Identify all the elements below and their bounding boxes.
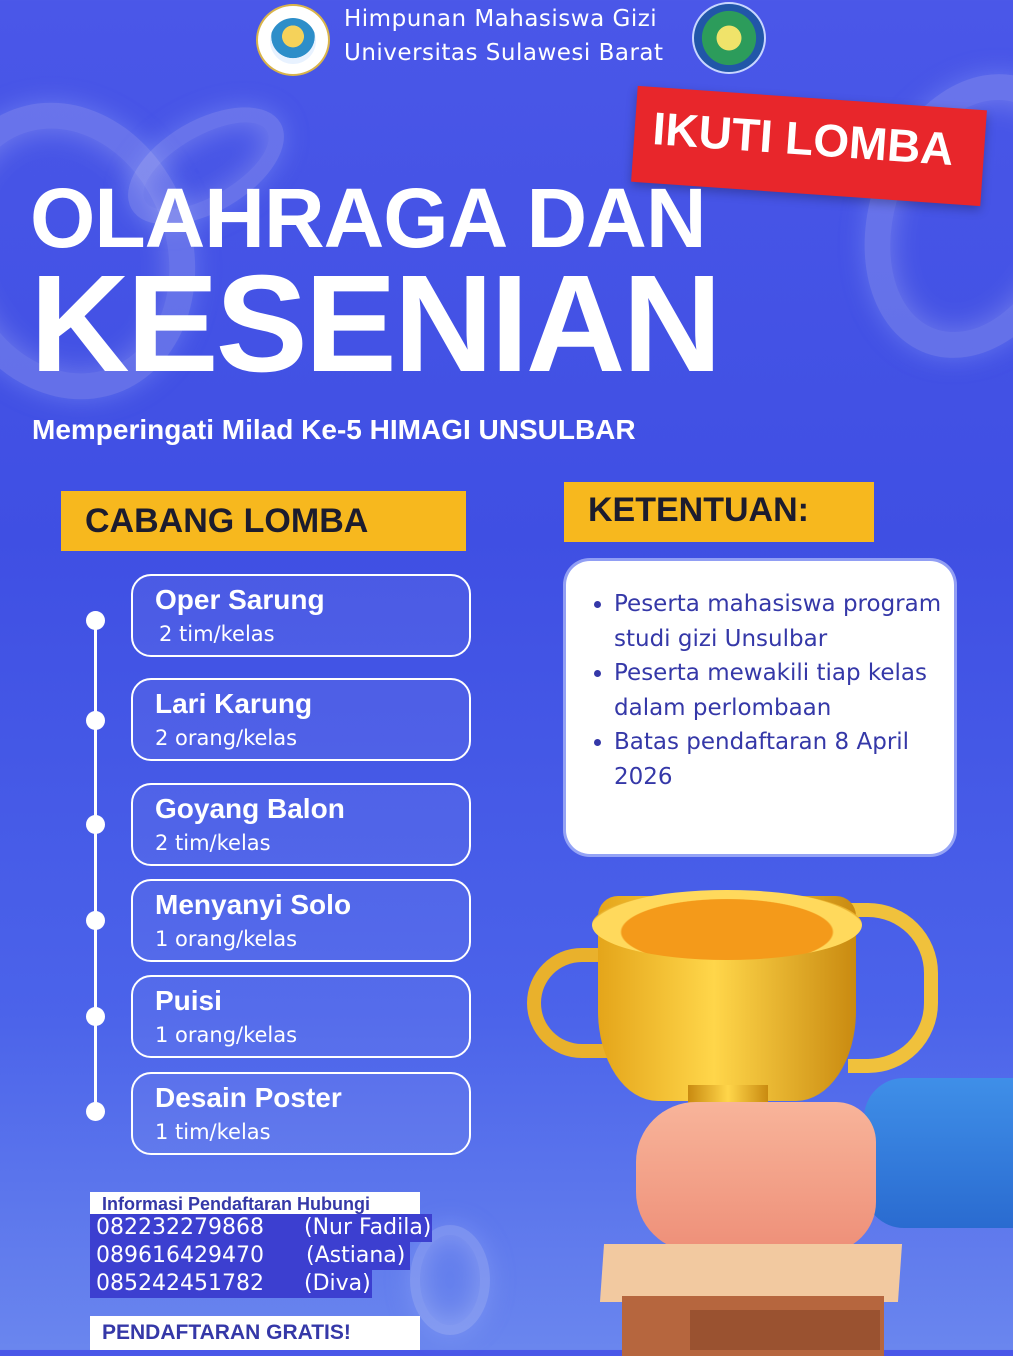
competition-quota: 1 orang/kelas xyxy=(155,1023,298,1047)
competition-name: Oper Sarung xyxy=(155,584,325,615)
timeline-dot xyxy=(86,1007,105,1026)
competition-quota: 1 orang/kelas xyxy=(155,927,298,951)
sleeve-shape xyxy=(864,1078,1013,1228)
contact-number: 085242451782 xyxy=(96,1271,264,1296)
competition-item xyxy=(131,574,471,657)
competition-item xyxy=(131,975,471,1058)
org-name-line1: Himpunan Mahasiswa Gizi xyxy=(344,6,658,32)
contact-number: 089616429470 xyxy=(96,1243,264,1268)
rule-item: Batas pendaftaran 8 April 2026 xyxy=(590,725,950,794)
competition-quota: 1 tim/kelas xyxy=(155,1120,271,1144)
timeline-dot xyxy=(86,815,105,834)
rules-card xyxy=(566,561,954,854)
rule-item: Peserta mahasiswa program studi gizi Unsulbar xyxy=(590,587,950,656)
competition-item xyxy=(131,783,471,866)
trophy-handle xyxy=(848,903,938,1073)
competition-name: Menyanyi Solo xyxy=(155,889,352,920)
contact-name: (Diva) xyxy=(304,1271,371,1296)
cabang-lomba-heading: CABANG LOMBA xyxy=(61,491,466,551)
contact-row xyxy=(90,1242,410,1270)
contact-row xyxy=(90,1270,372,1298)
rule-item: Peserta mewakili tiap kelas dalam perlombaan xyxy=(590,656,950,725)
contact-name: (Astiana) xyxy=(306,1243,406,1268)
title-line2: KESENIAN xyxy=(30,247,720,401)
trophy-plate xyxy=(690,1310,880,1350)
competition-name: Lari Karung xyxy=(155,688,313,719)
contact-name: (Nur Fadila) xyxy=(304,1215,432,1240)
competition-name: Puisi xyxy=(155,985,222,1016)
free-registration-label: PENDAFTARAN GRATIS! xyxy=(90,1316,420,1350)
competition-quota: 2 tim/kelas xyxy=(159,622,275,646)
subtitle: Memperingati Milad Ke-5 HIMAGI UNSULBAR xyxy=(32,414,636,445)
contact-number: 082232279868 xyxy=(96,1215,264,1240)
timeline-line xyxy=(94,618,97,1112)
timeline-dot xyxy=(86,711,105,730)
timeline-dot xyxy=(86,1102,105,1121)
decorative-ring xyxy=(826,43,1013,390)
rules-list xyxy=(590,587,950,794)
timeline-dot xyxy=(86,911,105,930)
himagi-logo xyxy=(692,2,766,74)
contact-row xyxy=(90,1214,432,1242)
competition-name: Goyang Balon xyxy=(155,793,345,824)
badge-label: IKUTI LOMBA xyxy=(651,102,956,176)
competition-item xyxy=(131,678,471,761)
org-name-line2: Universitas Sulawesi Barat xyxy=(344,40,664,66)
competition-name: Desain Poster xyxy=(155,1082,342,1113)
competition-quota: 2 tim/kelas xyxy=(155,831,271,855)
contact-heading: Informasi Pendaftaran Hubungi xyxy=(90,1192,420,1216)
trophy-base-top xyxy=(600,1244,902,1302)
university-logo xyxy=(256,4,330,76)
title-line1: OLAHRAGA DAN xyxy=(30,171,706,265)
competition-quota: 2 orang/kelas xyxy=(155,726,298,750)
ketentuan-heading: KETENTUAN: xyxy=(564,482,874,542)
competition-item xyxy=(131,1072,471,1155)
competition-item xyxy=(131,879,471,962)
trophy-rim xyxy=(592,890,862,960)
timeline-dot xyxy=(86,611,105,630)
hand-shape xyxy=(636,1102,876,1252)
